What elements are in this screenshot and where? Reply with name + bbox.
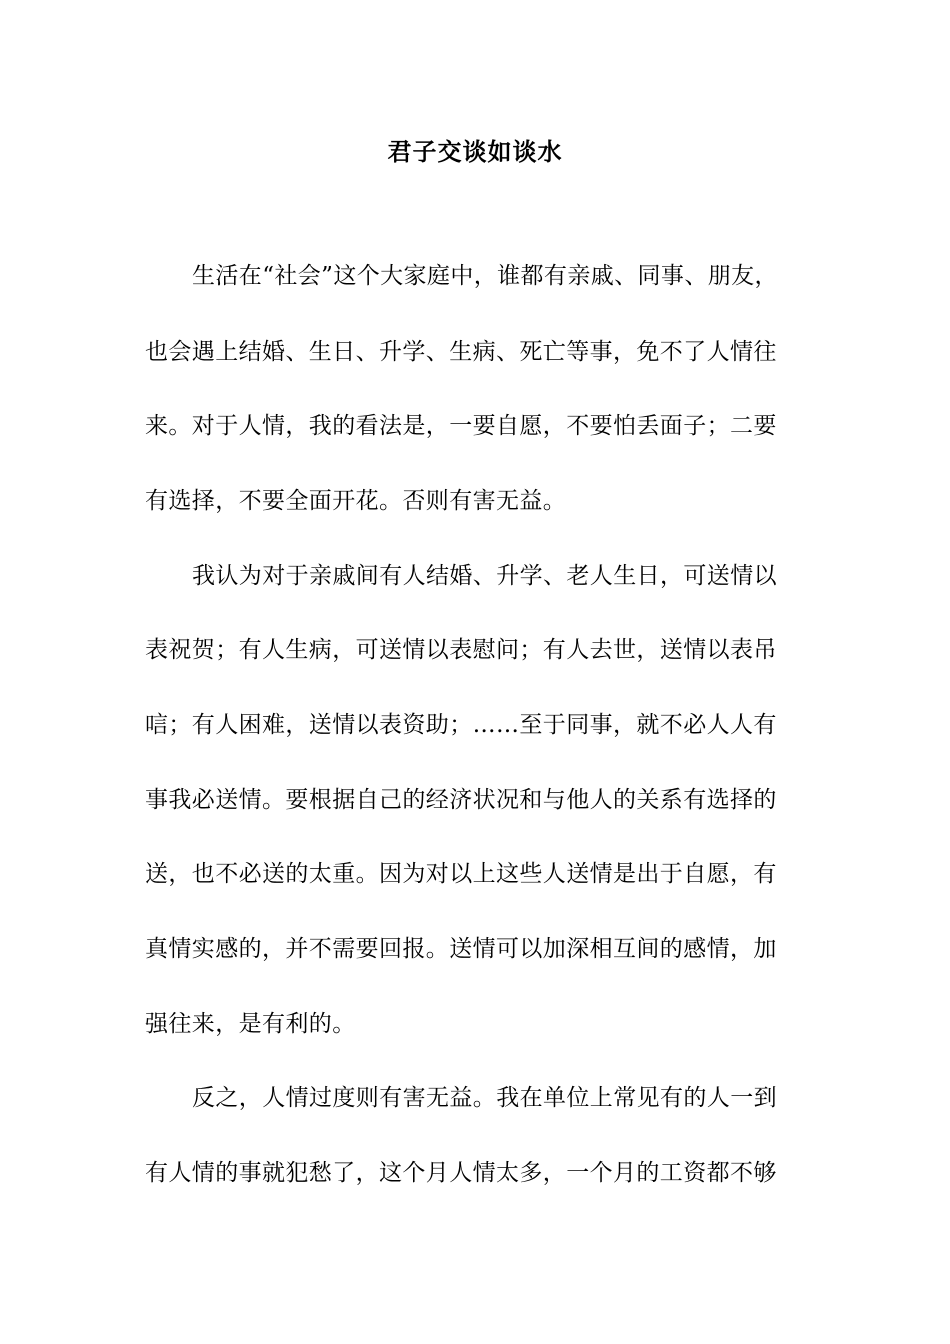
paragraph-1-line-1: 生活在“社会”这个大家庭中，谁都有亲戚、同事、朋友， [192,263,778,289]
paragraph-2-line-3: 唁；有人困难，送情以表资助；……至于同事，就不必人人有 [145,712,777,738]
document-title: 君子交谈如谈水 [387,137,563,166]
paragraph-2-line-4: 事我必送情。要根据自己的经济状况和与他人的关系有选择的 [145,787,777,813]
paragraph-1-line-3: 来。对于人情，我的看法是，一要自愿，不要怕丢面子；二要 [145,413,777,439]
paragraph-2-line-1: 我认为对于亲戚间有人结婚、升学、老人生日，可送情以 [192,563,777,589]
paragraph-2-line-2: 表祝贺；有人生病，可送情以表慰问；有人去世，送情以表吊 [145,637,777,663]
paragraph-3-line-2: 有人情的事就犯愁了，这个月人情太多，一个月的工资都不够 [145,1160,777,1186]
paragraph-2-line-6: 真情实感的，并不需要回报。送情可以加深相互间的感情，加 [145,936,777,962]
paragraph-2-line-7: 强往来，是有利的。 [145,1011,356,1037]
paragraph-2-line-5: 送，也不必送的太重。因为对以上这些人送情是出于自愿，有 [145,861,777,887]
paragraph-1-line-4: 有选择，不要全面开花。否则有害无益。 [145,488,567,514]
paragraph-3-line-1: 反之，人情过度则有害无益。我在单位上常见有的人一到 [192,1085,777,1111]
paragraph-1-line-2: 也会遇上结婚、生日、升学、生病、死亡等事，免不了人情往 [145,339,777,365]
